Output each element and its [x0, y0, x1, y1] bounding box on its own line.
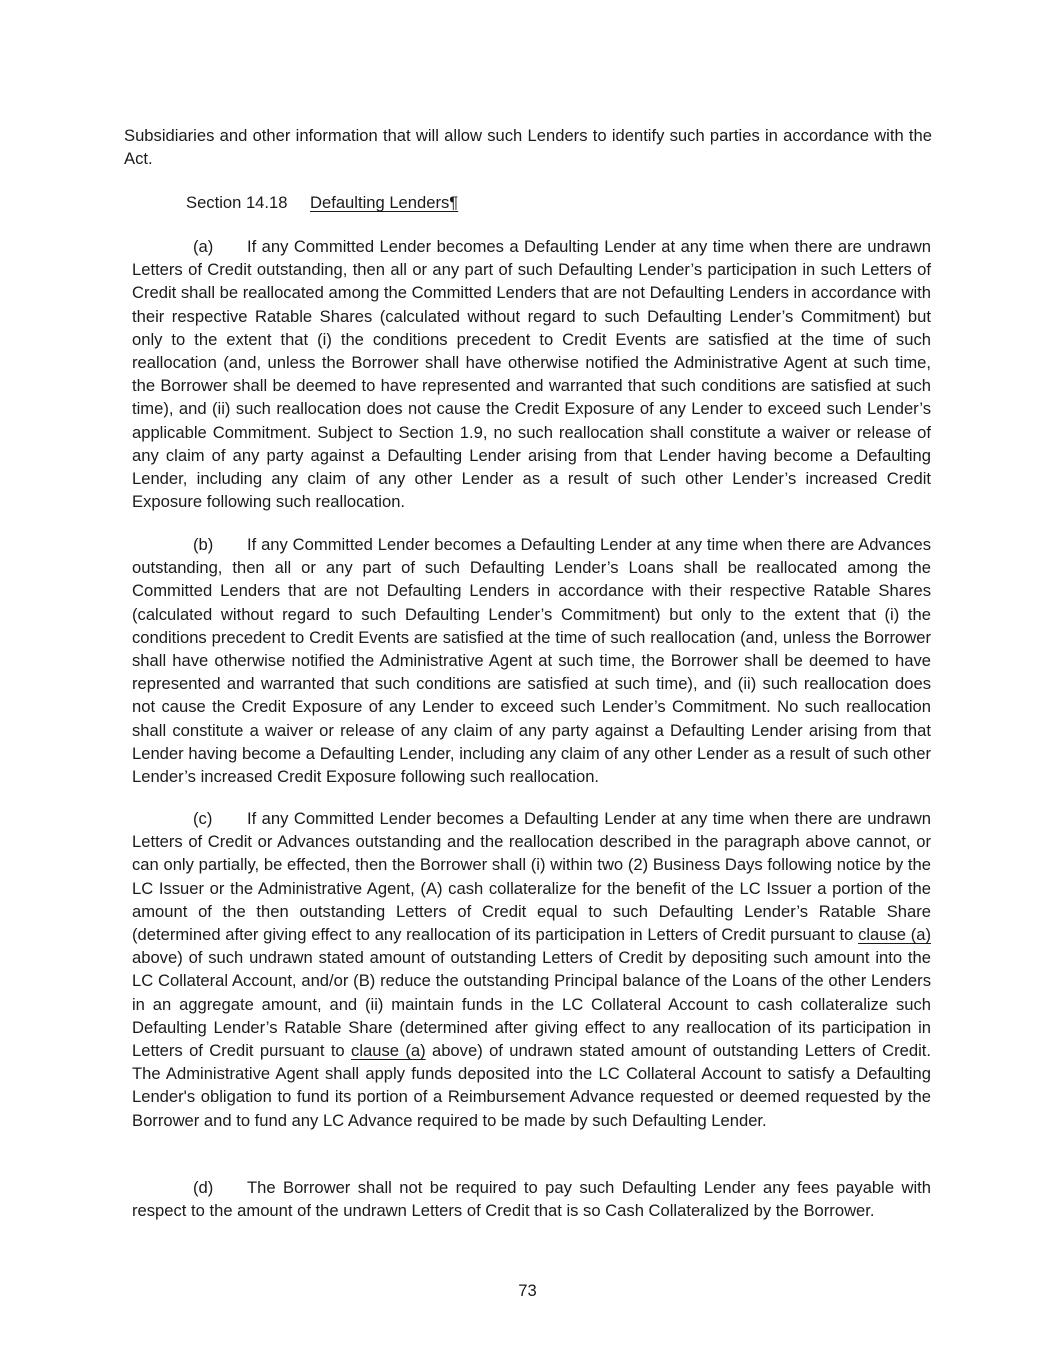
paragraph-b-label: (b): [193, 535, 214, 554]
paragraph-c-text-3: above) of undrawn stated amount of outstanding Letters of Credit. The Administrative Agent shall apply funds deposited into the LC Collateral Account to satisfy a Defaulting Lender's obligation to fund its portion of a Reimbursement Advance requested or deemed requested by the Borrower and to fund any LC Advance required to be made by such Defaulting Lender.: [132, 1041, 932, 1130]
paragraph-c-label: (c): [193, 809, 213, 828]
paragraph-a-text: If any Committed Lender becomes a Defaulting Lender at any time when there are undrawn Letters of Credit outstanding, then all or any part of such Defaulting Lender’s participation in such Letters of Credit shall be reallocated among the Committed Lenders that are not Defaulting Lenders in accordance with their respective Ratable Shares (calculated without regard to such Defaulting Lender’s Commitment) but only to the extent that (i) the conditions precedent to Credit Events are satisfied at the time of such reallocation (and, unless the Borrower shall have otherwise notified the Administrative Agent at such time, the Borrower shall be deemed to have represented and warranted that such conditions are satisfied at such time), and (ii) such reallocation does not cause the Credit Exposure of any Lender to exceed such Lender’s applicable Commitment. Subject to Section 1.9, no such reallocation shall constitute a waiver or release of any claim of any party against a Defaulting Lender arising from that Lender having become a Defaulting Lender, including any claim of any other Lender as a result of such other Lender’s increased Credit Exposure following such reallocation.: [132, 237, 931, 512]
paragraph-d: [132, 1176, 931, 1222]
clause-a-reference: clause (a): [858, 925, 932, 945]
paragraph-c-text-2: above) of such undrawn stated amount of outstanding Letters of Credit by depositing such amount into the LC Collateral Account, and/or (B) reduce the outstanding Principal balance of the Loans of the other Lenders in an aggregate amount, and (ii) maintain funds in the LC Collateral Account to cash collateralize such Defaulting Lender’s Ratable Share (determined after giving effect to any reallocation of its participation in Letters of Credit pursuant to: [132, 948, 931, 1061]
paragraph-d-text: The Borrower shall not be required to pay such Defaulting Lender any fees payable with respect to the amount of the undrawn Letters of Credit that is so Cash Collateralized by the Borrower.: [132, 1178, 931, 1221]
paragraph-c: [132, 807, 931, 1132]
paragraph-d-label: (d): [193, 1178, 214, 1197]
paragraph-a: [132, 235, 931, 513]
section-title: Defaulting Lenders¶: [310, 193, 459, 212]
paragraph-c-text-1: If any Committed Lender becomes a Defaulting Lender at any time when there are undrawn Letters of Credit or Advances outstanding and the reallocation described in the paragraph above cannot, or can only partially, be effected, then the Borrower shall (i) within two (2) Business Days following notice by the LC Issuer or the Administrative Agent, (A) cash collateralize for the benefit of the LC Issuer a portion of the amount of the then outstanding Letters of Credit equal to such Defaulting Lender’s Ratable Share (determined after giving effect to any reallocation of its participation in Letters of Credit pursuant to: [132, 809, 931, 945]
intro-paragraph: Subsidiaries and other information that will allow such Lenders to identify such parties in accordance with the Act.: [124, 126, 932, 169]
page-number: 73: [518, 1281, 537, 1300]
clause-a-reference: clause (a): [351, 1041, 426, 1061]
section-heading: [186, 191, 458, 214]
paragraph-a-label: (a): [193, 237, 214, 256]
paragraph-b: [132, 533, 931, 788]
section-number: Section 14.18: [186, 193, 288, 212]
paragraph-b-text: If any Committed Lender becomes a Defaulting Lender at any time when there are Advances outstanding, then all or any part of such Defaulting Lender’s Loans shall be reallocated among the Committed Lenders that are not Defaulting Lenders in accordance with their respective Ratable Shares (calculated without regard to such Defaulting Lender’s Commitment) but only to the extent that (i) the conditions precedent to Credit Events are satisfied at the time of such reallocation (and, unless the Borrower shall have otherwise notified the Administrative Agent at such time, the Borrower shall be deemed to have represented and warranted that such conditions are satisfied at such time), and (ii) such reallocation does not cause the Credit Exposure of any Lender to exceed such Lender’s Commitment. No such reallocation shall constitute a waiver or release of any claim of any party against a Defaulting Lender arising from that Lender having become a Defaulting Lender, including any claim of any other Lender as a result of such other Lender’s increased Credit Exposure following such reallocation.: [132, 535, 931, 787]
